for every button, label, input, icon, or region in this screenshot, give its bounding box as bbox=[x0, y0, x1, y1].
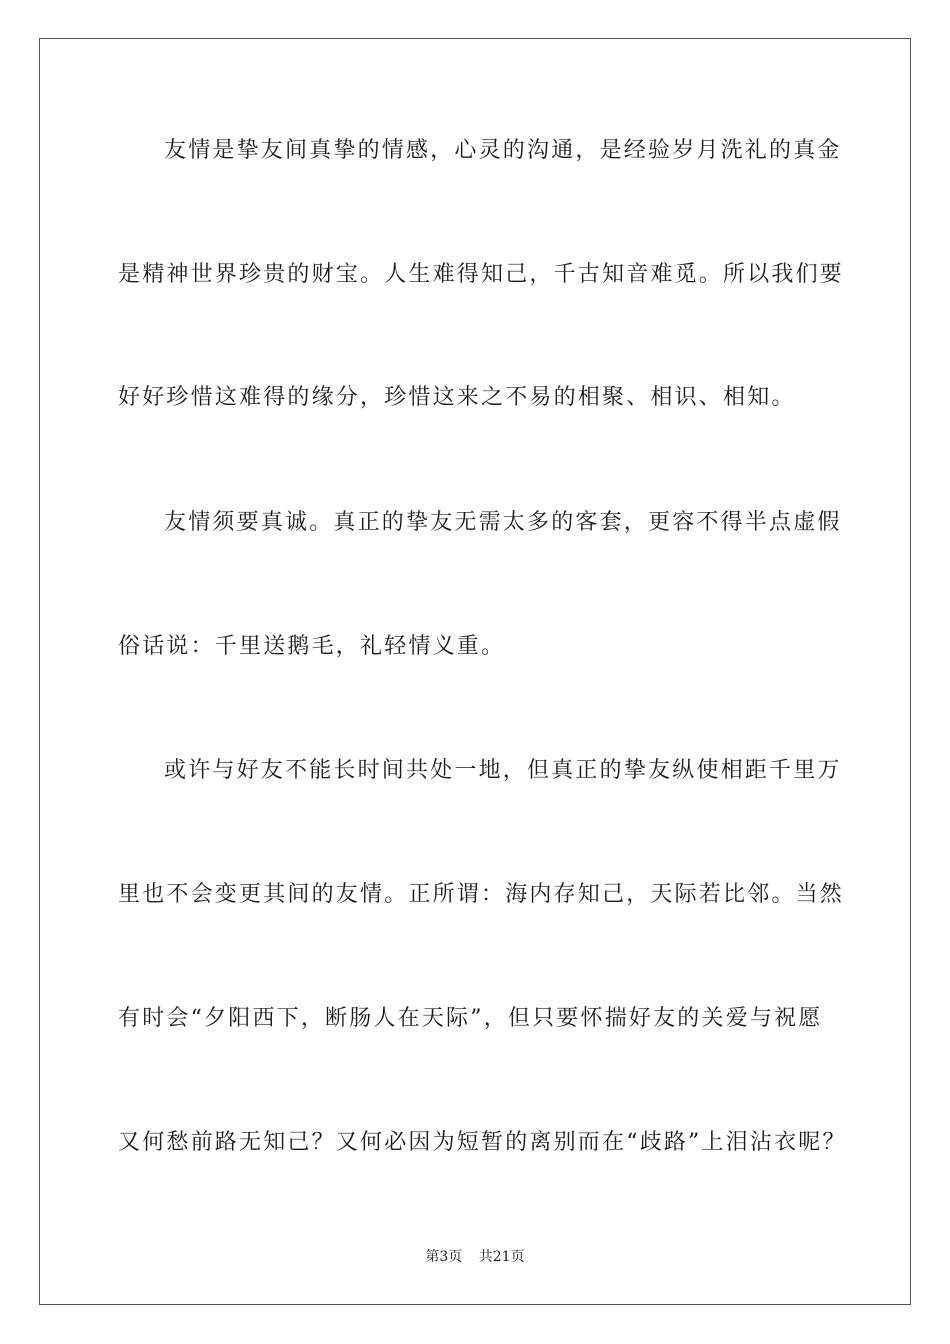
page-footer bbox=[0, 1248, 950, 1266]
paragraph-3-line-2: 里也不会变更其间的友情。正所谓：海内存知己，天际若比邻。当然 bbox=[118, 882, 845, 907]
paragraph-1-line-1: 友情是挚友间真挚的情感，心灵的沟通，是经验岁月洗礼的真金 bbox=[164, 138, 842, 163]
paragraph-1-line-2: 是精神世界珍贵的财宝。人生难得知己，千古知音难觅。所以我们要 bbox=[118, 262, 845, 287]
page-number: 第3页 bbox=[425, 1249, 463, 1265]
page-total: 共21页 bbox=[478, 1249, 525, 1265]
paragraph-3-line-1: 或许与好友不能长时间共处一地，但真正的挚友纵使相距千里万 bbox=[164, 758, 842, 783]
paragraph-3-line-4: 又何愁前路无知己？又何必因为短暂的离别而在“歧路”上泪沾衣呢？ bbox=[118, 1130, 847, 1155]
paragraph-3-line-3: 有时会“夕阳西下，断肠人在天际”，但只要怀揣好友的关爱与祝愿 bbox=[118, 1006, 823, 1031]
paragraph-2-line-1: 友情须要真诚。真正的挚友无需太多的客套，更容不得半点虚假 bbox=[164, 510, 842, 535]
paragraph-1-line-3: 好好珍惜这难得的缘分，珍惜这来之不易的相聚、相识、相知。 bbox=[118, 385, 796, 410]
paragraph-2-line-2: 俗话说：千里送鹅毛，礼轻情义重。 bbox=[118, 634, 506, 659]
page-border bbox=[39, 38, 911, 1305]
